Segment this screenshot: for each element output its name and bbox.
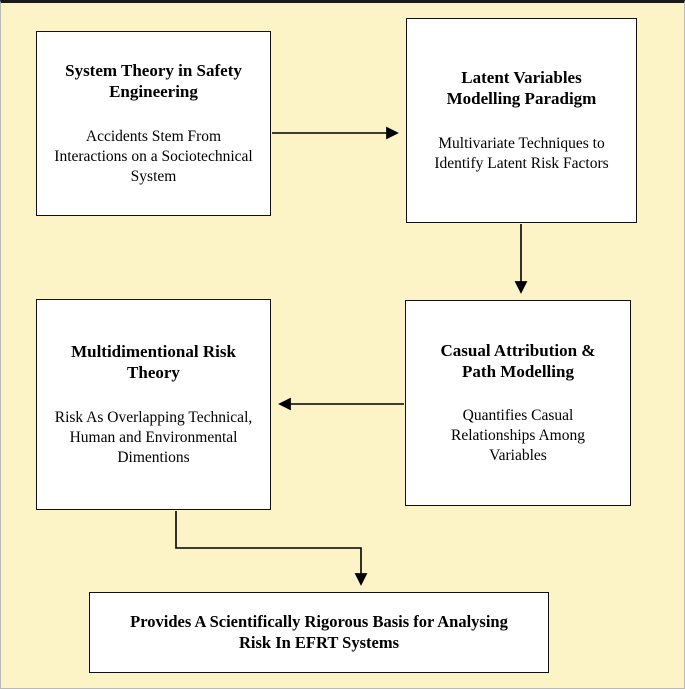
node-latent-variables <box>406 18 637 223</box>
node-multidimensional-risk-title: Multidimentional Risk Theory <box>71 342 236 383</box>
node-causal-attribution-title: Casual Attribution & Path Modelling <box>440 340 596 381</box>
node-multidimensional-risk <box>36 299 271 510</box>
node-causal-attribution-body: Quantifies Casual Relationships Among Variables <box>451 407 585 465</box>
node-conclusion-title: Provides A Scientifically Rigorous Basis for Analysing Risk In EFRT Systems <box>130 611 508 652</box>
node-multidimensional-risk-body: Risk As Overlapping Technical, Human and Environmental Dimentions <box>54 408 253 466</box>
arrow-multidimensional-to-conclusion <box>176 511 361 584</box>
node-system-theory-title: System Theory in Safety Engineering <box>65 61 242 102</box>
node-system-theory <box>36 31 271 216</box>
node-latent-variables-body: Multivariate Techniques to Identify Latent Risk Factors <box>434 134 609 172</box>
node-conclusion <box>89 592 549 673</box>
node-causal-attribution <box>405 300 631 506</box>
node-latent-variables-title: Latent Variables Modelling Paradigm <box>446 68 597 109</box>
node-system-theory-body: Accidents Stem From Interactions on a Sociotechnical System <box>54 127 253 185</box>
